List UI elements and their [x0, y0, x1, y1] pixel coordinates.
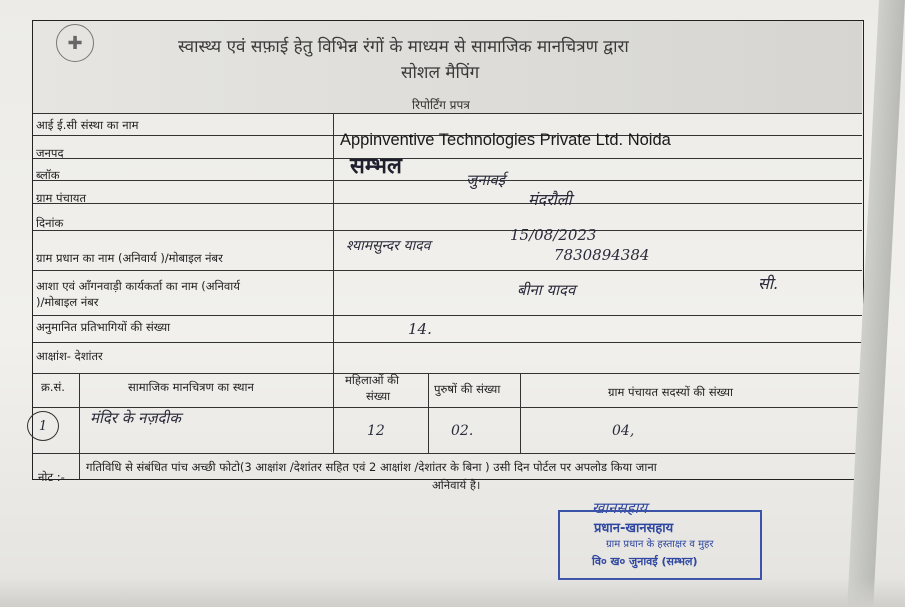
pradhan-mobile: 7830894384 — [554, 246, 650, 264]
participants-value: 14. — [408, 320, 432, 338]
form-title-line2: सोशल मैपिंग — [401, 63, 480, 83]
note-text-line1: गतिविधि से संबंधित पांच अच्छी फोटो(3 आक्षांश /देशांतर सहित एवं 2 आक्षांश /देशांतर के बिना ) उसी दिन पोर्टल पर अपलोड किया जाना — [86, 460, 657, 474]
block-value: जुनावई — [466, 171, 506, 189]
note-label: नोट :- — [38, 470, 65, 484]
col-place-header: सामाजिक मानचित्रण का स्थान — [128, 380, 254, 394]
date-value: 15/08/2023 — [510, 226, 597, 244]
bottom-shadow — [0, 578, 905, 607]
pradhan-label: ग्राम प्रधान का नाम (अनिवार्य )/मोबाइल नंबर — [36, 251, 223, 265]
gp-value: मंदरौली — [528, 190, 572, 209]
ic-org-value: Appinventive Technologies Private Ltd. Noida — [340, 131, 671, 149]
form-title-line1: स्वास्थ्य एवं सफ़ाई हेतु विभिन्न रंगों के माध्यम से सामाजिक मानचित्रण द्वारा — [178, 37, 629, 57]
row1-women: 12 — [367, 423, 385, 439]
pradhan-name: श्यामसुन्दर यादव — [346, 238, 431, 254]
row1-place: मंदिर के नज़दीक — [90, 409, 181, 427]
signature: खानसहाय — [592, 499, 648, 517]
asha-label-line2: )/मोबाइल नंबर — [36, 295, 99, 309]
row1-men: 02. — [451, 423, 474, 439]
stamp-line1: प्रधान-खानसहाय — [594, 521, 674, 536]
stamp-line3: वि० ख० जुनावई (सम्भल) — [592, 555, 698, 568]
gp-label: ग्राम पंचायत — [36, 191, 87, 205]
participants-label: अनुमानित प्रतिभागियों की संख्या — [36, 320, 171, 334]
note-text-line2: अनिवार्य है। — [432, 478, 481, 492]
emblem-icon: ✚ — [56, 24, 94, 62]
col-sn-header: क्र.सं. — [41, 380, 65, 394]
block-label: ब्लॉक — [36, 168, 60, 182]
district-value: सम्भल — [350, 153, 402, 179]
district-label: जनपद — [36, 146, 64, 160]
latlong-label: आक्षांश- देशांतर — [36, 349, 103, 363]
col-women-header-2: संख्या — [366, 389, 391, 403]
form-subtitle: रिपोर्टिंग प्रपत्र — [412, 98, 470, 112]
stamp-line2: ग्राम प्रधान के हस्ताक्षर व मुहर — [606, 539, 714, 550]
date-label: दिनांक — [36, 216, 64, 230]
col-women-header-1: महिलाओं की — [345, 373, 399, 387]
col-gp-members-header: ग्राम पंचायत सदस्यों की संख्या — [608, 385, 733, 399]
ic-org-label: आई ई.सी संस्था का नाम — [36, 118, 139, 132]
asha-extra: सी. — [758, 274, 779, 293]
asha-name: बीना यादव — [517, 281, 576, 299]
asha-label-line1: आशा एवं आँगनवाड़ी कार्यकर्ता का नाम (अनिवार्य — [36, 279, 240, 293]
pradhan-stamp — [558, 510, 762, 580]
row1-sn: 1 — [38, 418, 48, 434]
row1-gp-members: 04, — [612, 423, 635, 439]
col-men-header: पुरुषों की संख्या — [434, 382, 501, 396]
row-number-circle — [27, 411, 59, 441]
